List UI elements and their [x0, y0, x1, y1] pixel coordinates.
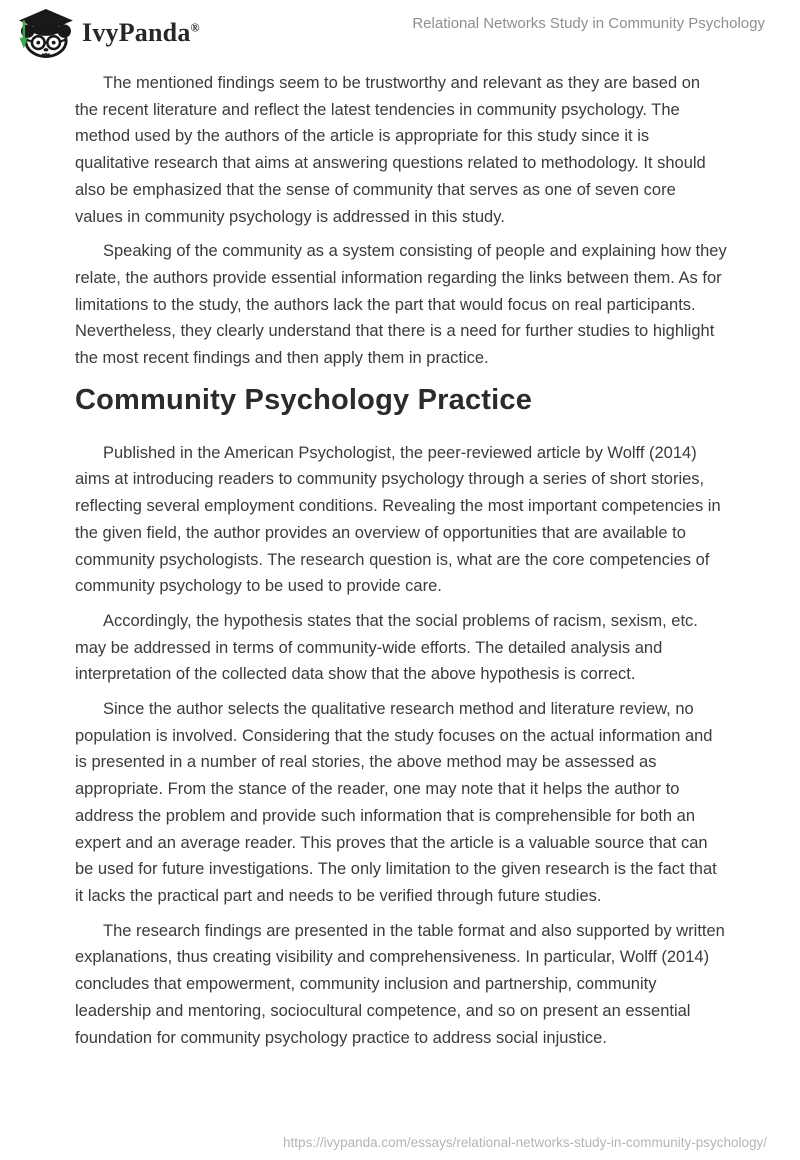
source-url-link[interactable]: https://ivypanda.com/essays/relational-networks-study-in-community-psychology/ — [283, 1135, 767, 1150]
brand-name: IvyPanda® — [82, 18, 200, 47]
panda-graduate-logo-icon — [14, 8, 76, 58]
essay-content — [0, 58, 800, 1051]
paragraph: The research findings are presented in the table format and also supported by written explanations, thus creating visibility and comprehensiveness. In particular, Wolff (2014) concludes that empowerment, community inclusion and partnership, community leadership and mentoring, sociocultural competence, and so on present an essential foundation for community psychology practice to address social injustice. — [75, 921, 725, 1047]
document-title: Relational Networks Study in Community Psychology — [412, 15, 765, 32]
page-header — [0, 0, 800, 58]
registered-mark: ® — [190, 20, 200, 35]
section-heading: Community Psychology Practice — [75, 383, 533, 416]
paragraph: Since the author selects the qualitative research method and literature review, no population is involved. Considering that the study focuses on the actual information and is presented in a number of real stories, the above method may be assessed as appropriate. From the stance of the reader, one may note that it helps the author to address the problem and provide such information that is comprehensible for both an expert and an average reader. This proves that the article is a valuable source that can be used for future investigations. The only limitation to the given research is the fact that it lacks the practical part and needs to be verified through future studies. — [75, 700, 717, 905]
paragraph: Accordingly, the hypothesis states that the social problems of racism, sexism, etc. may be addressed in terms of community-wide efforts. The detailed analysis and interpretation of the collected data show that the above hypothesis is correct. — [75, 611, 698, 684]
paragraph: The mentioned findings seem to be trustworthy and relevant as they are based on the recent literature and reflect the latest tendencies in community psychology. The method used by the authors of the article is appropriate for this study since it is qualitative research that aims at answering questions related to methodology. It should also be emphasized that the sense of community that serves as one of seven core values in community psychology is addressed in this study. — [75, 74, 706, 226]
ivypanda-brand — [14, 8, 200, 58]
paragraph: Speaking of the community as a system consisting of people and explaining how they relate, the authors provide essential information regarding the links between them. As for limitations to the study, the authors lack the part that would focus on real participants. Nevertheless, they clearly understand that there is a need for further studies to highlight the most recent findings and then apply them in practice. — [75, 242, 727, 368]
paragraph: Published in the American Psychologist, the peer-reviewed article by Wolff (2014) aims at introducing readers to community psychology through a series of short stories, reflecting several employment conditions. Revealing the most important competencies in the given field, the author provides an overview of opportunities that are available to community psychologists. The research question is, what are the core competencies of community psychology to be used to provide care. — [75, 443, 721, 596]
